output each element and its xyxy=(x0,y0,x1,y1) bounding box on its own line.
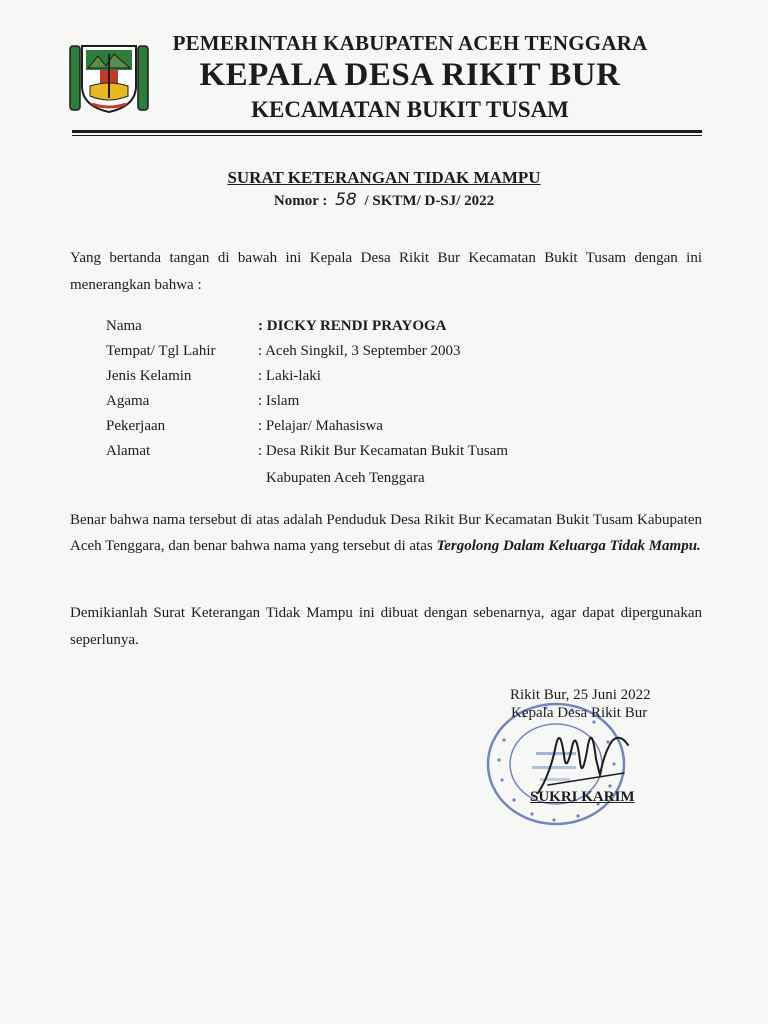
identity-label: Pekerjaan xyxy=(106,418,166,434)
letterhead-government: PEMERINTAH KABUPATEN ACEH TENGGARA xyxy=(172,31,648,55)
intro-paragraph: Yang bertanda tangan di bawah ini Kepala Desa Rikit Bur Kecamatan Bukit Tusam dengan ini menerangkan bahwa : xyxy=(70,250,702,293)
identity-value: : DICKY RENDI PRAYOGA xyxy=(258,318,447,334)
statement-text: Benar bahwa nama tersebut di atas adalah Penduduk Desa Rikit Bur Kecamatan Bukit Tusam Kabupaten Aceh Tenggara, dan benar bahwa nama yang tersebut di atas xyxy=(70,512,702,554)
identity-label: Jenis Kelamin xyxy=(106,368,192,384)
identity-label: Agama xyxy=(106,393,150,409)
identity-value: : Islam xyxy=(258,393,300,409)
identity-label: Alamat xyxy=(106,443,151,459)
identity-value: : Aceh Singkil, 3 September 2003 xyxy=(258,343,461,359)
signatory-name: SUKRI KARIM xyxy=(530,789,635,805)
document-number xyxy=(0,190,768,210)
closing-paragraph: Demikianlah Surat Keterangan Tidak Mampu ini dibuat dengan sebenarnya, agar dapat dipergunakan seperlunya. xyxy=(70,605,702,648)
identity-value: : Desa Rikit Bur Kecamatan Bukit Tusam xyxy=(258,443,508,459)
identity-value: : Pelajar/ Mahasiswa xyxy=(258,418,383,434)
signature-title: Kepala Desa Rikit Bur xyxy=(511,705,648,721)
address-line-2: Kabupaten Aceh Tenggara xyxy=(266,470,425,486)
number-label: Nomor : xyxy=(273,193,328,209)
number-suffix: / SKTM/ D-SJ/ 2022 xyxy=(364,193,495,209)
document-title: SURAT KETERANGAN TIDAK MAMPU xyxy=(227,168,541,187)
identity-value: : Laki-laki xyxy=(258,368,321,384)
letterhead xyxy=(150,30,670,126)
regency-emblem-icon xyxy=(66,40,152,116)
letterhead-office: KEPALA DESA RIKIT BUR xyxy=(199,57,621,93)
identity-label: Tempat/ Tgl Lahir xyxy=(106,343,216,359)
letterhead-divider-thin xyxy=(72,135,702,136)
letterhead-district: KECAMATAN BUKIT TUSAM xyxy=(251,97,569,122)
statement-emphasis: Tergolong Dalam Keluarga Tidak Mampu. xyxy=(436,537,701,554)
letterhead-divider xyxy=(72,130,702,133)
number-handwritten: 58 xyxy=(335,190,357,210)
identity-label: Nama xyxy=(106,318,142,334)
signature-place-date: Rikit Bur, 25 Juni 2022 xyxy=(510,687,651,703)
statement-paragraph xyxy=(70,508,702,559)
